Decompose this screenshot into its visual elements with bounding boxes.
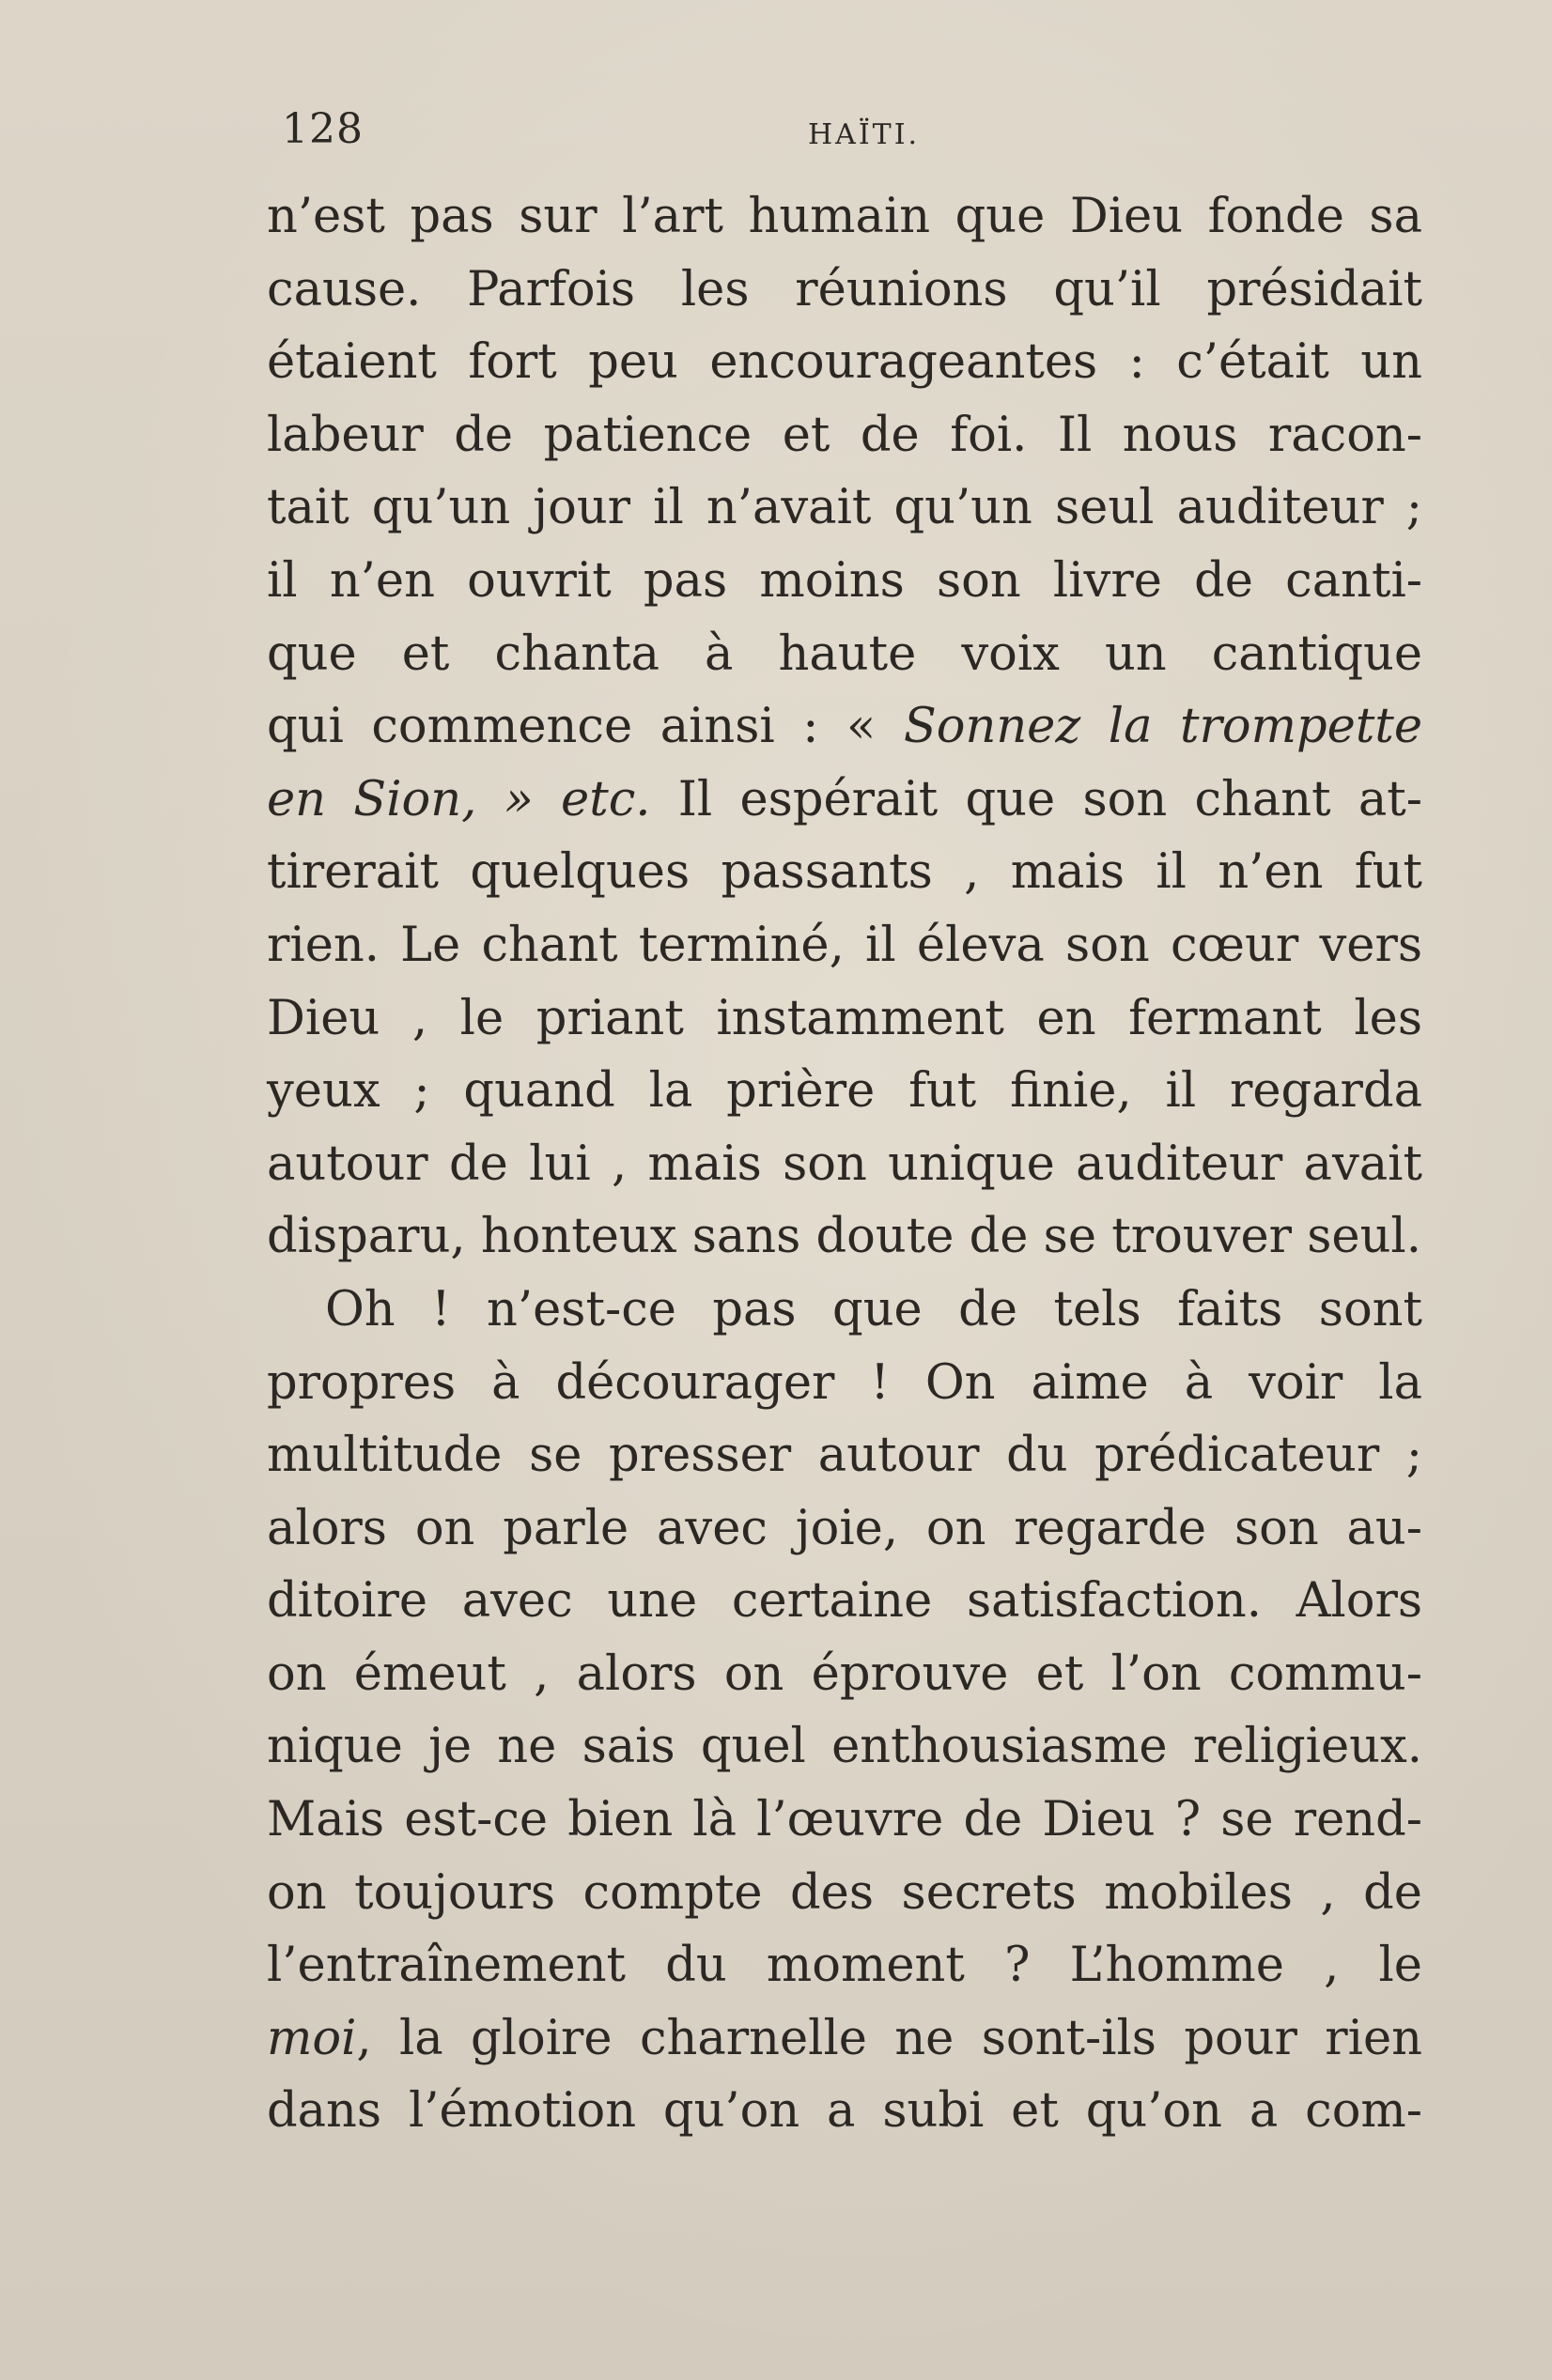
text-line: Oh ! n’est-ce pas que de tels faits sont xyxy=(325,1281,1422,1337)
running-head xyxy=(282,105,1447,162)
text-line: Dieu , le priant instamment en fermant les xyxy=(267,990,1422,1046)
text-italic: en Sion, » etc. xyxy=(267,771,651,827)
text-roman: , la gloire charnelle ne sont-ils pour rien xyxy=(356,2010,1422,2066)
text-italic: moi xyxy=(267,2010,357,2066)
text-line: il n’en ouvrit pas moins son livre de canti- xyxy=(267,552,1422,609)
body-text xyxy=(267,180,1422,2148)
text-line: n’est pas sur l’art humain que Dieu fonde sa xyxy=(267,189,1422,244)
running-title: HAÏTI. xyxy=(808,118,921,151)
text-line: yeux ; quand la prière fut finie, il regarda xyxy=(267,1063,1422,1120)
text-line xyxy=(267,764,1422,837)
text-roman: qui commence ainsi : « xyxy=(267,699,904,755)
text-line: tait qu’un jour il n’avait qu’un seul auditeur ; xyxy=(267,480,1422,536)
text-roman: Il espérait que son chant at- xyxy=(650,771,1423,827)
text-line: que et chanta à haute voix un cantique xyxy=(267,626,1422,682)
page-number: 128 xyxy=(282,105,364,153)
text-line: labeur de patience et de foi. Il nous racon- xyxy=(267,407,1422,463)
text-line: disparu, honteux sans doute de se trouver seul. xyxy=(267,1209,1421,1265)
text-line xyxy=(267,690,1422,764)
text-line: dans l’émotion qu’on a subi et qu’on a com- xyxy=(267,2083,1422,2140)
text-line: nique je ne sais quel enthousiasme religieux. xyxy=(267,1719,1422,1775)
text-line: propres à décourager ! On aime à voir la xyxy=(267,1354,1422,1411)
text-line: on émeut , alors on éprouve et l’on commu- xyxy=(267,1646,1422,1702)
text-line: alors on parle avec joie, on regarde son au- xyxy=(267,1500,1422,1556)
text-line xyxy=(267,2002,1422,2076)
text-line: Mais est-ce bien là l’œuvre de Dieu ? se rend- xyxy=(267,1792,1422,1848)
text-line: tirerait quelques passants , mais il n’en fut xyxy=(267,844,1422,901)
text-line: rien. Le chant terminé, il éleva son cœur vers xyxy=(267,917,1422,973)
text-line: autour de lui , mais son unique auditeur avait xyxy=(267,1136,1422,1192)
text-line: étaient fort peu encourageantes : c’était un xyxy=(267,334,1422,391)
text-italic: Sonnez la trompette xyxy=(903,699,1422,755)
text-line: l’entraînement du moment ? L’homme , le xyxy=(267,1938,1422,1994)
text-line: cause. Parfois les réunions qu’il présidait xyxy=(267,261,1422,317)
text-line: multitude se presser autour du prédicateur ; xyxy=(267,1428,1422,1484)
text-line: on toujours compte des secrets mobiles , de xyxy=(267,1864,1422,1921)
text-line: ditoire avec une certaine satisfaction. Alors xyxy=(267,1573,1422,1630)
